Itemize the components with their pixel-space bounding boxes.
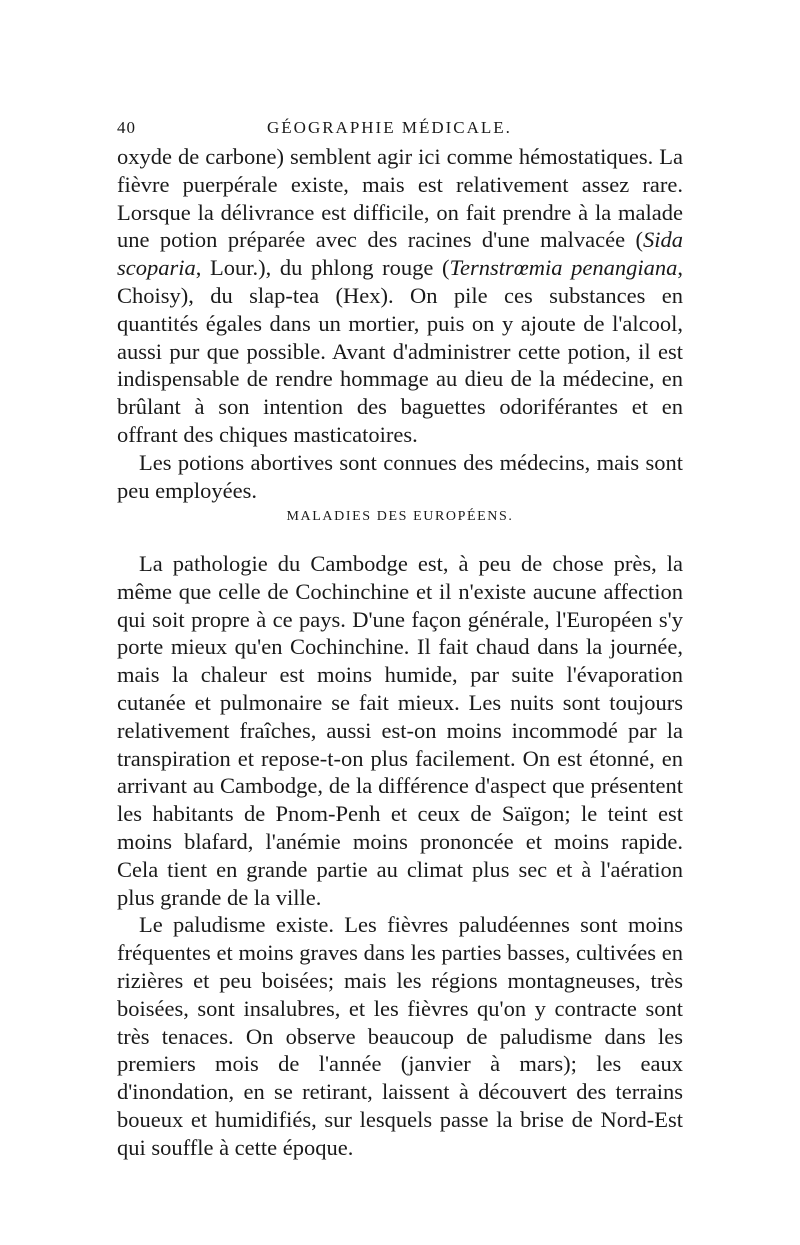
paragraph-puerperal-fever [117,143,683,449]
paragraph-abortive-potions: Les potions abortives sont connues des médecins, mais sont peu employées. [117,449,683,503]
running-title: GÉOGRAPHIE MÉDICALE. [267,118,512,137]
text-block-top [117,143,683,504]
paragraph-text: oxyde de carbone) semblent agir ici comme hémostatiques. La fièvre puerpérale existe, mais est relativement assez rare. Lorsque la délivrance est difficile, on fait prendre à la malade une potion préparée avec des racines d'une malvacée ( [117,144,683,253]
species-name: Ternstrœmia penangiana [449,255,678,281]
paragraph-pathology: La pathologie du Cambodge est, à peu de chose près, la même que celle de Cochinchine et il n'existe aucune affection qui soit propre à ce pays. D'une façon générale, l'Européen s'y porte mieux qu'en Cochinchine. Il fait chaud dans la journée, mais la chaleur est moins humide, par suite l'évaporation cutanée et pulmonaire se fait mieux. Les nuits sont toujours relativement fraîches, aussi est-on moins incommodé par la transpiration et repose-t-on plus facilement. On est étonné, en arrivant au Cambodge, de la différence d'aspect que présentent les habitants de Pnom-Penh et ceux de Saïgon; le teint est moins blafard, l'anémie moins prononcée et moins rapide. Cela tient en grande partie au climat plus sec et à l'aération plus grande de la ville. [117,551,683,910]
species-name: Sida scoparia [117,227,683,281]
text-block-bottom [117,550,683,1162]
paragraph-text: , Choisy), du slap-tea (Hex). On pile ces substances en quantités égales dans un mortier, puis on y ajoute de l'alcool, aussi pur que possible. Avant d'administrer cette potion, il est indispensable de rendre hommage au dieu de la médecine, en brûlant à son intention des baguettes odoriférantes et en offrant des chiques masticatoires. [117,255,683,447]
section-heading: MALADIES DES EUROPÉENS. [286,509,514,524]
paragraph-text: , Lour.), du phlong rouge ( [195,255,450,281]
page-number: 40 [117,118,136,137]
page-header [117,118,683,144]
paragraph-paludism: Le paludisme existe. Les fièvres paludéennes sont moins fréquentes et moins graves dans les parties basses, cultivées en rizières et peu boisées; mais les régions montagneuses, très boisées, sont insalubres, et les fièvres qu'on y contracte sont très tenaces. On observe beaucoup de paludisme dans les premiers mois de l'année (janvier à mars); les eaux d'inondation, en se retirant, laissent à découvert des terrains boueux et humidifiés, sur lesquels passe la brise de Nord-Est qui souffle à cette époque. [117,912,683,1160]
